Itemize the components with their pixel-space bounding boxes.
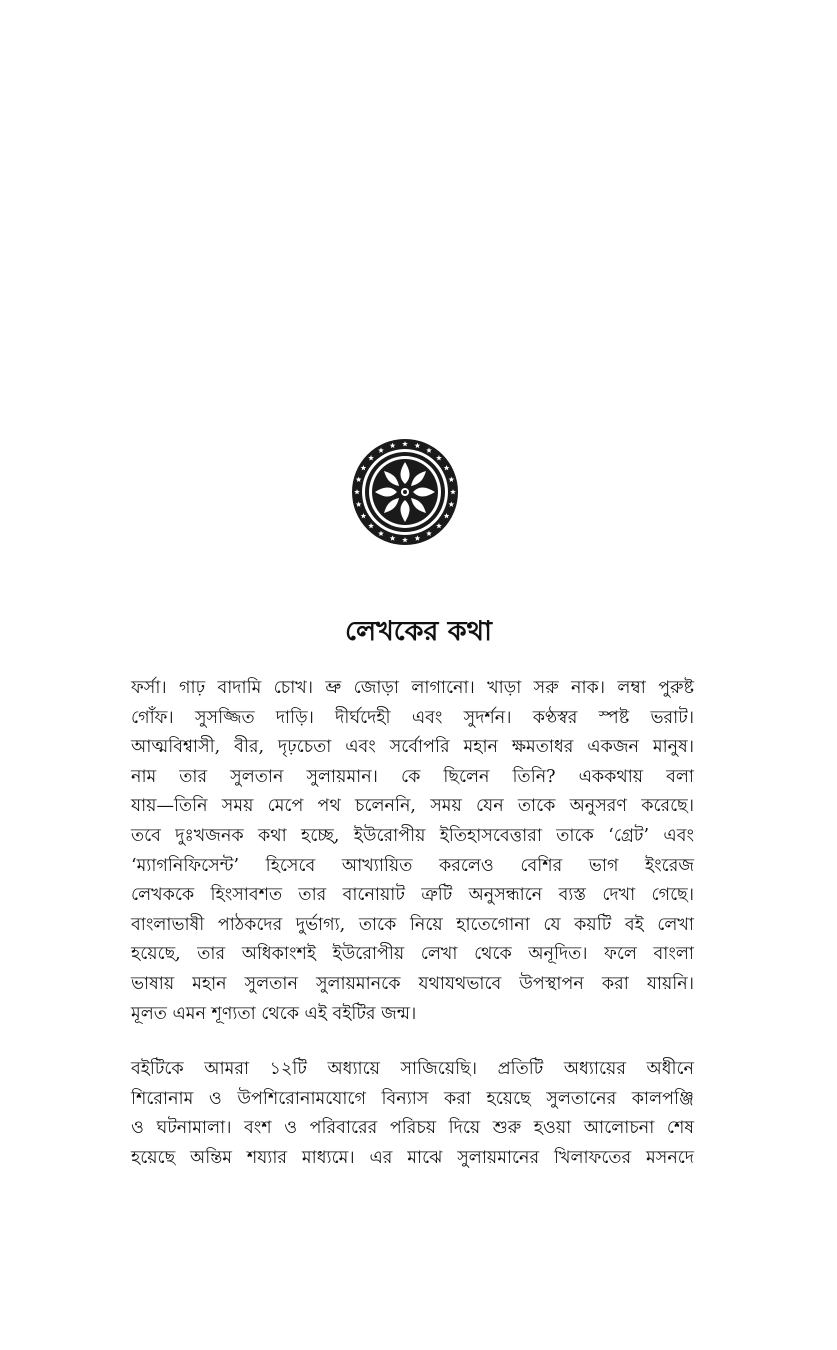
ornamental-medallion-icon [351,438,459,546]
text-line: ফর্সা। গাঢ় বাদামি চোখ। ভ্রু জোড়া লাগানো। খাড়া সরু নাক। লম্বা পুরুষ্ট [131,678,694,698]
text-line: হয়েছে অন্তিম শয্যার মাধ্যমে। এর মাঝে সুলায়মানের খিলাফতের মসনদে [131,1147,694,1168]
text-line: ও ঘটনামালা। বংশ ও পরিবারের পরিচয় দিয়ে শুরু হওয়া আলোচনা শেষ [131,1118,694,1139]
text-line: লেখককে হিংসাবশত তার বানোয়াট ত্রুটি অনুসন্ধানে ব্যস্ত দেখা গেছে। [131,885,694,906]
paragraph-2 [131,1055,694,1173]
text-line: বাংলাভাষী পাঠকদের দুর্ভাগ্য, তাকে নিয়ে হাতেগোনা যে কয়টি বই লেখা [131,914,694,935]
text-line: বইটিকে আমরা ১২টি অধ্যায়ে সাজিয়েছি। প্রতিটি অধ্যায়ের অধীনে [131,1059,694,1079]
paragraph-1 [131,674,694,1029]
text-line: নাম তার সুলতান সুলায়মান। কে ছিলেন তিনি? এককথায় বলা [131,766,694,787]
text-line: মূলত এমন শূণ্যতা থেকে এই বইটির জন্ম। [131,1003,417,1024]
text-line: ভাষায় মহান সুলতান সুলায়মানকে যথাযথভাবে উপস্থাপন করা যায়নি। [131,973,694,994]
text-line: শিরোনাম ও উপশিরোনামযোগে বিন্যাস করা হয়েছে সুলতানের কালপঞ্জি [131,1088,694,1109]
text-line: যায়—তিনি সময় মেপে পথ চলেননি, সময় যেন তাকে অনুসরণ করেছে। [131,796,694,817]
text-line: হয়েছে, তার অধিকাংশই ইউরোপীয় লেখা থেকে অনূদিত। ফলে বাংলা [131,944,694,965]
text-line: তবে দুঃখজনক কথা হচ্ছে, ইউরোপীয় ইতিহাসবেত্তারা তাকে ‘গ্রেট’ এবং [131,825,694,846]
text-line: গোঁফ। সুসজ্জিত দাড়ি। দীর্ঘদেহী এবং সুদর্শন। কণ্ঠস্বর স্পষ্ট ভরাট। [131,707,694,728]
text-line: ‘ম্যাগনিফিসেন্ট’ হিসেবে আখ্যায়িত করলেও বেশির ভাগ ইংরেজ [131,855,694,876]
text-line: আত্মবিশ্বাসী, বীর, দৃঢ়চেতা এবং সর্বোপরি মহান ক্ষমতাধর একজন মানুষ। [131,737,694,758]
chapter-title: লেখকের কথা [345,616,492,647]
